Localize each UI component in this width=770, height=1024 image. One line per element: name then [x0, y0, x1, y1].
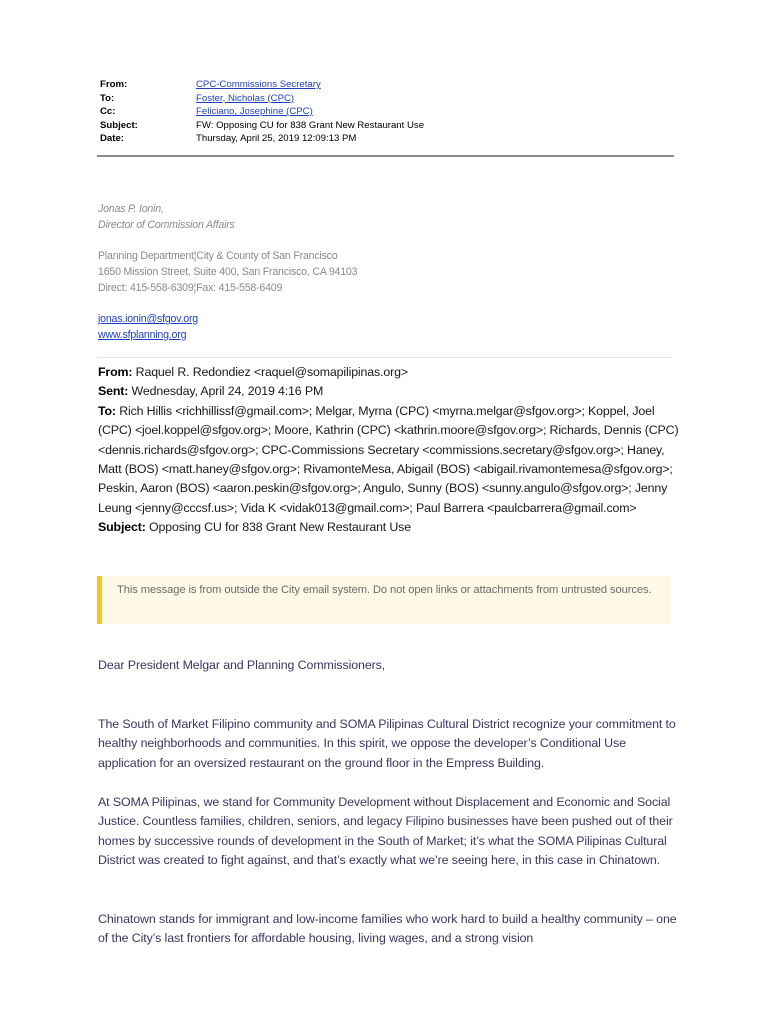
- forwarded-subject-value: Opposing CU for 838 Grant New Restaurant Use: [148, 520, 411, 535]
- external-email-warning-banner: [97, 576, 671, 624]
- email-header: [100, 78, 674, 146]
- header-from-link[interactable]: CPC-Commissions Secretary: [196, 79, 321, 90]
- header-subject-row: [100, 119, 674, 133]
- email-greeting: [98, 656, 678, 675]
- forwarded-from-value: Raquel R. Redondiez <raquel@somapilipinas.org>: [135, 365, 408, 379]
- forwarded-header: [98, 363, 680, 538]
- header-to-row: [100, 92, 674, 106]
- signature-title: Director of Commission Affairs: [98, 219, 235, 231]
- email-paragraph-2: [98, 793, 678, 871]
- email-paragraph-1: [98, 715, 678, 773]
- header-to-link[interactable]: Foster, Nicholas (CPC): [196, 92, 295, 104]
- warning-accent-bar: [97, 576, 102, 624]
- forwarded-to-label: To:: [98, 403, 116, 418]
- forwarded-from-line: [98, 363, 680, 382]
- warning-text: This message is from outside the City email system. Do not open links or attachments from untrusted sources.: [117, 584, 652, 596]
- forwarded-from-label: From:: [98, 365, 133, 379]
- paragraph-2-text: At SOMA Pilipinas, we stand for Community Development without Displacement and Economic and Social Justice. Countless families, children, seniors, and legacy Filipino businesses have been pushed out of their homes by successive rounds of development in the South of Market; it’s what the SOMA Pilipinas Cultural District was created to fight against, and that’s exactly what we’re seeing here, in this case in Chinatown.: [98, 795, 673, 868]
- forwarded-subject-line: [98, 518, 680, 537]
- signature-address: 1650 Mission Street, Suite 400, San Francisco, CA 94103: [98, 266, 358, 278]
- forwarded-to-value: Rich Hillis <richhillissf@gmail.com>; Melgar, Myrna (CPC) <myrna.melgar@sfgov.org>; Koppel, Joel (CPC) <joel.koppel@sfgov.org>; Moore, Kathrin (CPC) <kathrin.moore@sfgov.org>; Richards, Dennis (CPC) <dennis.richards@sfgov.org>; CPC-Commissions Secretary <commissions.secretary@sfgov.org>; Haney, Matt (BOS) <matt.haney@sfgov.org>; RivamonteMesa, Abigail (BOS) <abigail.rivamontemesa@sfgov.org>; Peskin, Aaron (BOS) <aaron.peskin@sfgov.org>; Angulo, Sunny (BOS) <sunny.angulo@sfgov.org>; Jenny Leung <jenny@cccsf.us>; Vida K <vidak013@gmail.com>; Paul Barrera <paulcbarrera@gmail.com>: [98, 403, 679, 515]
- signature-org: Planning Department¦City & County of San Francisco: [98, 250, 338, 262]
- header-subject-label: Subject:: [100, 119, 138, 131]
- forwarded-sent-value: Wednesday, April 24, 2019 4:16 PM: [131, 384, 324, 399]
- header-subject-value: FW: Opposing CU for 838 Grant New Restaurant Use: [196, 119, 425, 131]
- signature-divider: [98, 357, 672, 358]
- signature-spacer-2: [98, 296, 658, 311]
- header-date-row: [100, 132, 674, 146]
- header-to-label: To:: [100, 92, 115, 104]
- signature-phone: Direct: 415-558-6309¦Fax: 415-558-6409: [98, 282, 283, 294]
- paragraph-3-text: Chinatown stands for immigrant and low-income families who work hard to build a healthy community – one of the City’s last frontiers for affordable housing, living wages, and a strong vision: [98, 912, 677, 946]
- header-from-label: From:: [100, 79, 128, 90]
- forwarded-to-line: [98, 402, 680, 518]
- email-paragraph-3: [98, 910, 678, 949]
- header-divider: [97, 155, 674, 157]
- signature-website-link[interactable]: www.sfplanning.org: [98, 329, 187, 341]
- header-cc-row: [100, 105, 674, 119]
- forwarded-sent-label: Sent:: [98, 384, 129, 399]
- greeting-text: Dear President Melgar and Planning Commissioners,: [98, 658, 386, 672]
- forwarded-subject-label: Subject:: [98, 520, 146, 535]
- signature-spacer: [98, 233, 658, 248]
- signature-name: Jonas P. Ionin,: [98, 203, 164, 215]
- header-cc-label: Cc:: [100, 106, 116, 117]
- signature-block: [98, 201, 658, 343]
- header-date-value: Thursday, April 25, 2019 12:09:13 PM: [196, 133, 357, 144]
- header-date-label: Date:: [100, 133, 124, 144]
- signature-email-link[interactable]: jonas.ionin@sfgov.org: [98, 313, 198, 325]
- header-cc-link[interactable]: Feliciano, Josephine (CPC): [196, 106, 313, 117]
- header-from-row: [100, 78, 674, 92]
- paragraph-1-text: The South of Market Filipino community and SOMA Pilipinas Cultural District recognize your commitment to healthy neighborhoods and communities. In this spirit, we oppose the developer’s Conditional Use application for an oversized restaurant on the ground floor in the Empress Building.: [98, 717, 676, 770]
- forwarded-sent-line: [98, 382, 680, 401]
